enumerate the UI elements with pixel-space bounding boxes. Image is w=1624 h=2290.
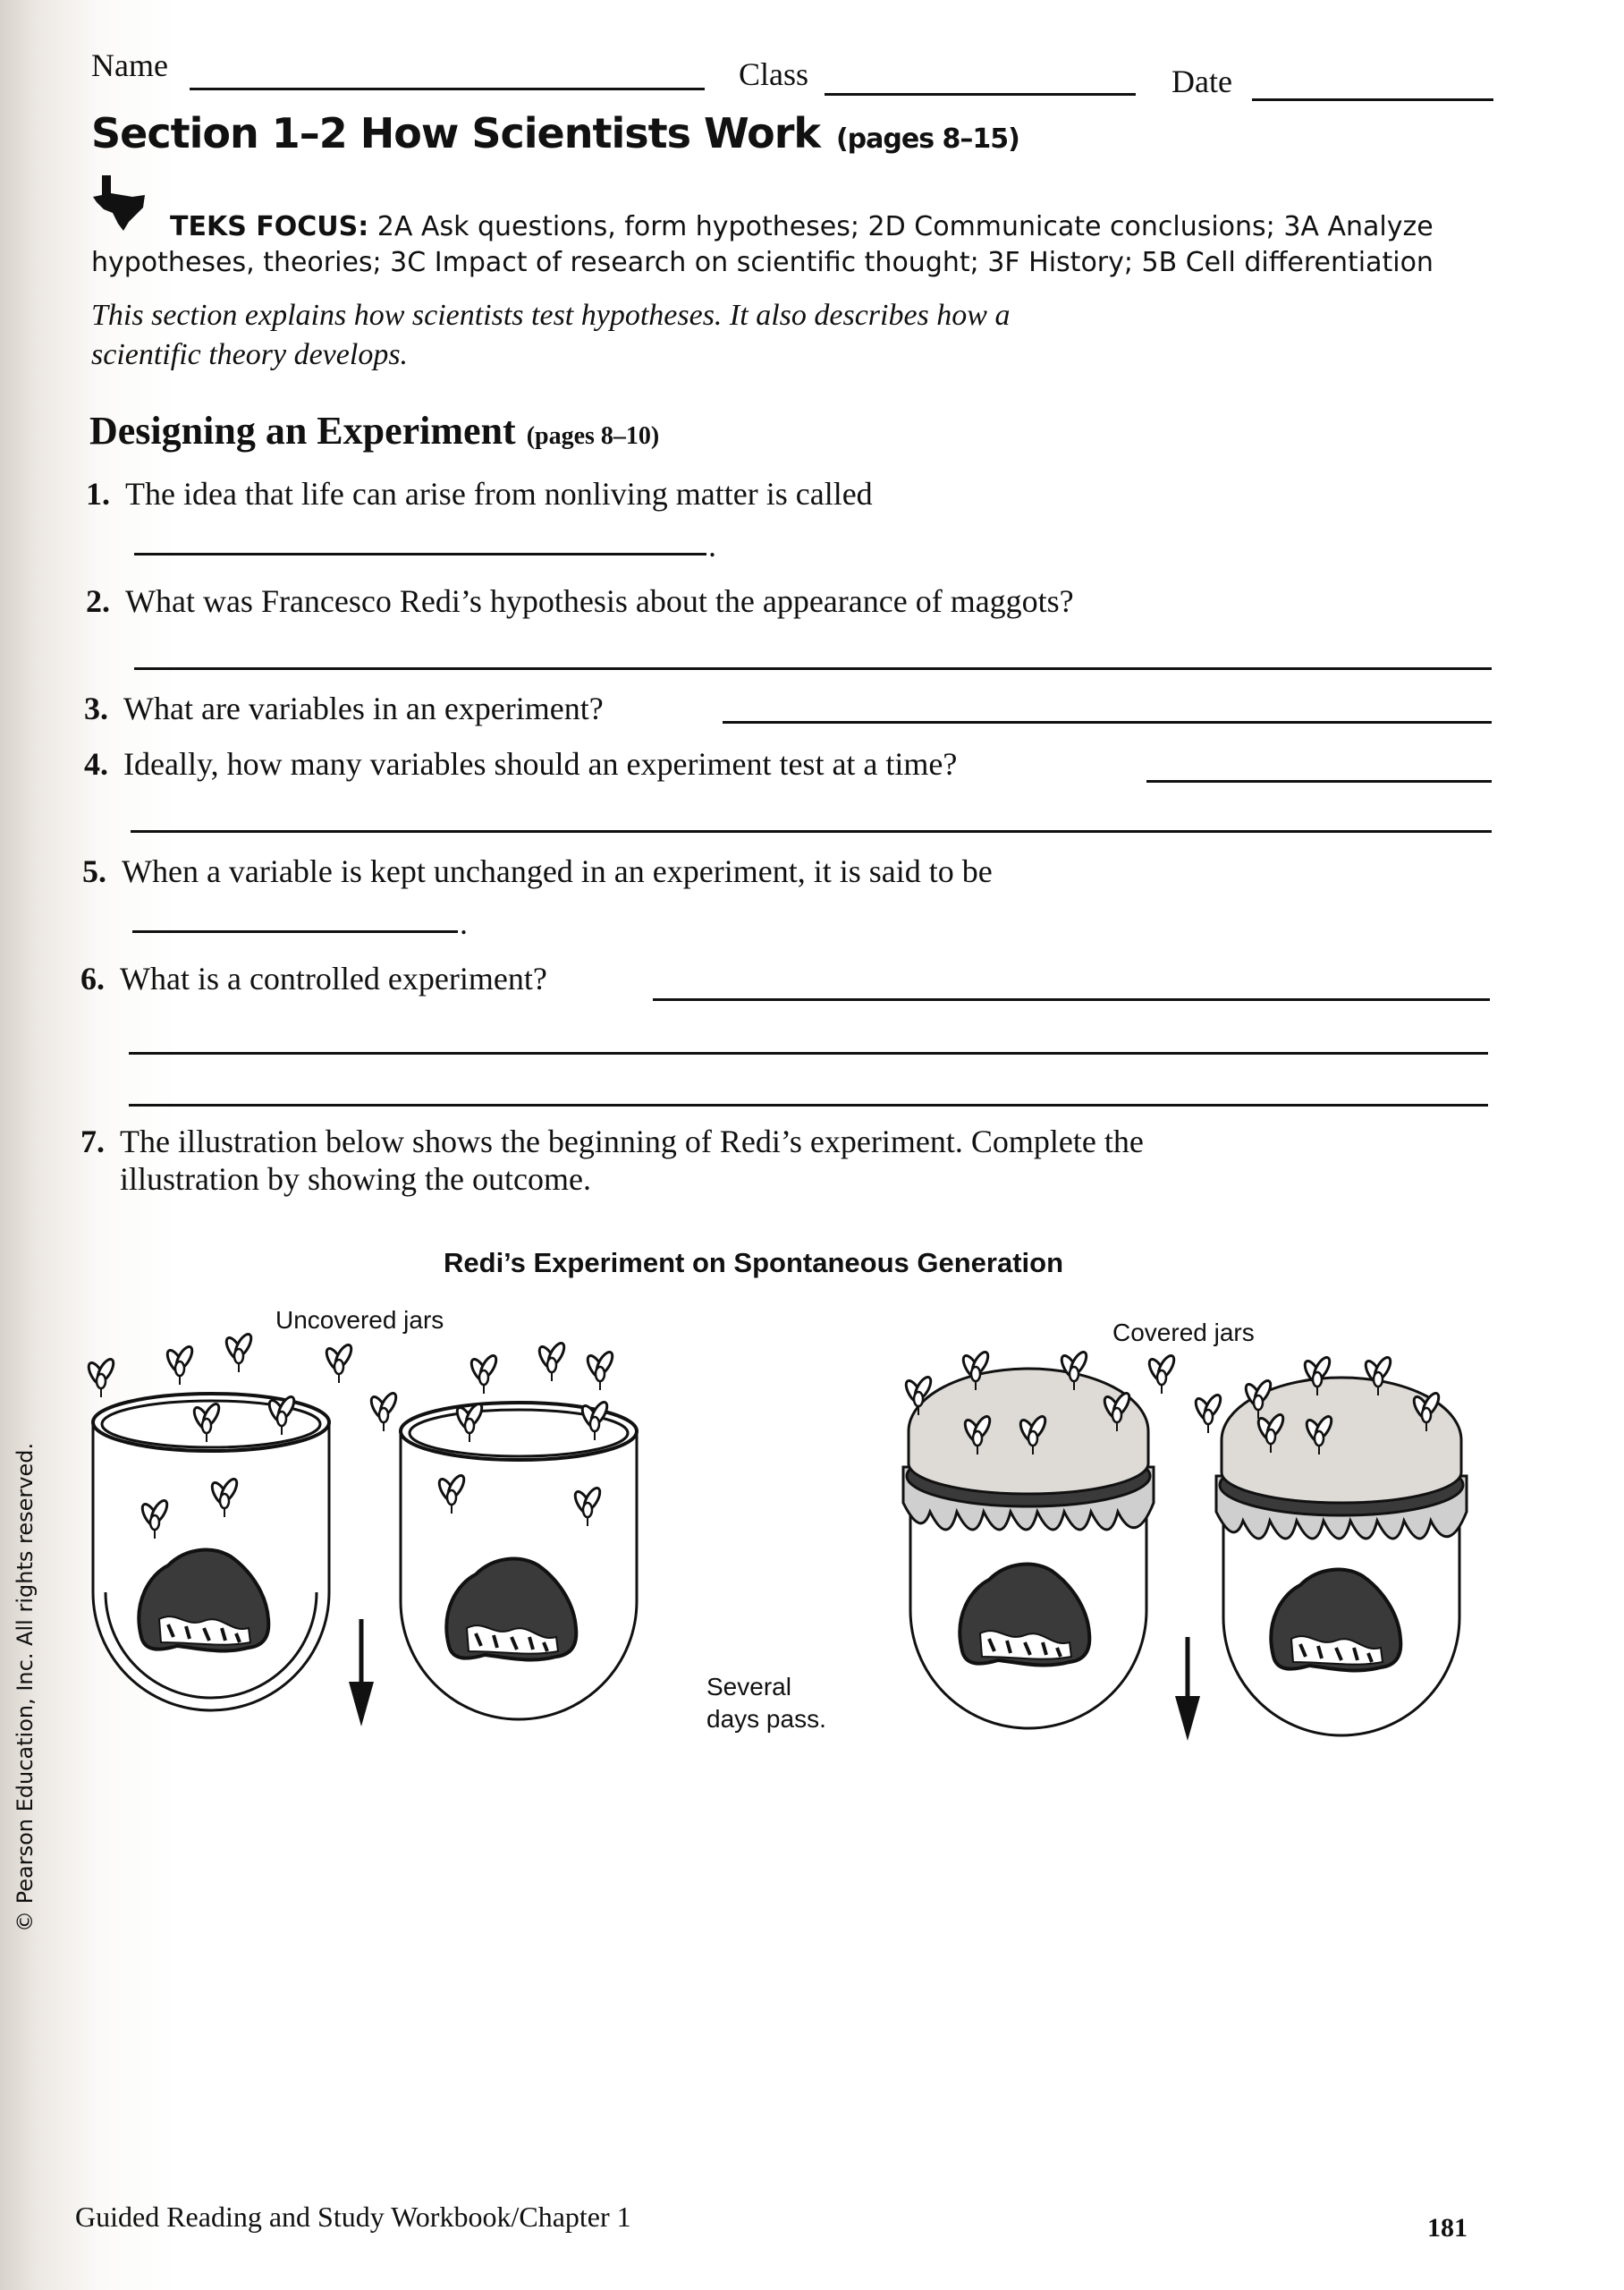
uncovered-jars-label: Uncovered jars [275, 1306, 444, 1334]
question-4: 4. Ideally, how many variables should an experiment test at a time? [84, 746, 958, 782]
class-label: Class [739, 56, 809, 92]
teks-line-1 [170, 209, 1434, 245]
uncovered-jar-1 [93, 1394, 329, 1710]
covered-jars-label: Covered jars [1112, 1319, 1255, 1346]
section-pages: (pages 8–15) [835, 123, 1019, 155]
uncovered-jar-2 [401, 1403, 637, 1719]
time-label: Several days pass. [706, 1673, 826, 1733]
question-2: 2. What was Francesco Redi’s hypothesis about the appearance of maggots? [86, 583, 1074, 619]
question-7-line-2: illustration by showing the outcome. [120, 1161, 591, 1197]
answer-blank-4a[interactable] [1146, 780, 1492, 783]
answer-blank-3[interactable] [723, 721, 1492, 724]
section-title-text: Section 1–2 How Scientists Work [91, 109, 820, 157]
subsection-pages: (pages 8–10) [526, 422, 660, 450]
teks-text-1: 2A Ask questions, form hypotheses; 2D Communicate conclusions; 3A Analyze [376, 211, 1434, 242]
intro-line-1: This section explains how scientists test hypotheses. It also describes how a [91, 299, 1011, 332]
question-3: 3. What are variables in an experiment? [84, 691, 604, 726]
subsection-title [89, 408, 659, 454]
question-7: 7. The illustration below shows the beginning of Redi’s experiment. Complete the [80, 1124, 1144, 1159]
subsection-title-text: Designing an Experiment [89, 409, 516, 453]
teks-line-2: hypotheses, theories; 3C Impact of research on scientific thought; 3F History; 5B Cell differentiation [91, 247, 1434, 278]
question-5: 5. When a variable is kept unchanged in an experiment, it is said to be [82, 853, 993, 889]
redi-experiment-illustration [0, 1324, 1624, 1753]
name-blank[interactable] [190, 88, 705, 90]
workbook-footer: Guided Reading and Study Workbook/Chapter 1 [75, 2201, 631, 2233]
date-blank[interactable] [1252, 98, 1493, 101]
teks-label: TEKS FOCUS: [170, 211, 369, 242]
answer-blank-1[interactable] [134, 553, 706, 556]
question-6: 6. What is a controlled experiment? [80, 961, 547, 997]
class-blank[interactable] [825, 93, 1136, 96]
copyright-notice: © Pearson Education, Inc. All rights reserved. [13, 1442, 38, 1932]
figure-title: Redi’s Experiment on Spontaneous Generation [444, 1247, 1064, 1278]
intro-line-2: scientific theory develops. [91, 338, 409, 371]
texas-state-icon [93, 175, 147, 231]
date-label: Date [1171, 64, 1232, 99]
answer-blank-6c[interactable] [129, 1104, 1488, 1107]
answer-blank-5[interactable] [132, 930, 458, 933]
answer-blank-2[interactable] [134, 667, 1492, 670]
covered-jar-2 [1216, 1378, 1467, 1735]
answer-blank-6b[interactable] [129, 1052, 1488, 1055]
answer-blank-6a[interactable] [653, 998, 1490, 1001]
section-title [91, 109, 1019, 157]
question-1: 1. The idea that life can arise from nonliving matter is called [86, 476, 873, 512]
answer-blank-4b[interactable] [131, 830, 1492, 833]
page-number: 181 [1427, 2213, 1468, 2243]
name-label: Name [91, 47, 168, 83]
